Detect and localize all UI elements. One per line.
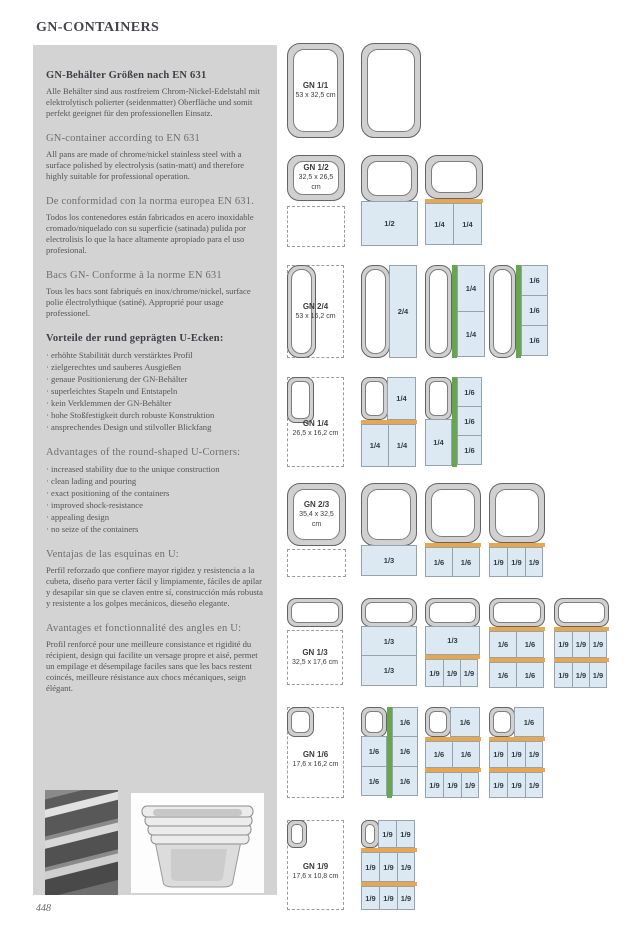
fraction-cell: 1/9 [378, 820, 397, 848]
diagram-row-gn-1-4 [287, 377, 627, 467]
dashed-outline-box [287, 707, 344, 798]
diagram-group [361, 598, 417, 686]
diagram-group [554, 662, 609, 688]
bullet-item: · kein Verklemmen der GN-Behälter [46, 397, 263, 409]
fraction-cell: 1/9 [425, 772, 444, 798]
gn-pan-shape [361, 43, 421, 138]
info-section [46, 270, 263, 319]
fraction-cell: 1/6 [425, 547, 453, 577]
pan-interior [365, 269, 386, 354]
pan-interior [293, 49, 338, 132]
fraction-cell: 1/9 [507, 772, 526, 798]
info-section [46, 133, 263, 182]
diagram-column [361, 43, 421, 138]
gn-pan-shape [425, 598, 480, 627]
pan-interior [291, 711, 310, 733]
gn-pan-shape [361, 155, 418, 202]
pan-interior [493, 269, 512, 354]
fraction-cell: 1/9 [489, 741, 508, 768]
fraction-cell: 1/9 [572, 662, 590, 688]
bullet-item: · genaue Positionierung der GN-Behälter [46, 373, 263, 385]
gn-pan-shape [489, 598, 545, 627]
gn-pan-shape [361, 377, 388, 420]
pan-interior [429, 269, 448, 354]
pan-interior [431, 161, 477, 193]
section-heading: Advantages of the round-shaped U-Corners: [46, 447, 241, 458]
gn-size-label [288, 302, 343, 322]
fraction-cell: 1/3 [425, 626, 480, 655]
fraction-cell: 1/3 [361, 626, 417, 656]
pan-interior [429, 711, 447, 733]
fraction-cell: 1/9 [507, 547, 526, 577]
fraction-cell: 1/6 [489, 662, 517, 688]
pan-interior [291, 602, 339, 623]
product-photo-nested-pans [131, 793, 264, 893]
bullet-item: · erhöhte Stabilität durch verstärktes Profil [46, 349, 263, 361]
diagram-group [425, 483, 481, 577]
section-body: Perfil reforzado que confiere mayor rigidez y resistencia a la cubeta, diseño para verter fácil y limpiamente, fáciles de apilar y desapilar sin que se claven entre sí, construcción más robusta y resistente a los golpes mecánicos, dieseño elegante. [46, 565, 263, 608]
diagram-column [425, 707, 481, 798]
pan-interior [367, 49, 415, 132]
fraction-cell: 1/6 [452, 741, 480, 768]
fraction-cell: 1/6 [514, 707, 544, 737]
diagram-group [489, 598, 545, 688]
fraction-cell: 1/9 [379, 886, 398, 910]
gn-size-label [295, 81, 335, 101]
section-body: Tous les bacs sont fabriqués en inox/chrome/nickel, surface polie électrolythique (satiné). Approprié pour usage professionel. [46, 286, 251, 318]
fraction-cell: 1/6 [392, 707, 418, 737]
diagram-column [425, 483, 481, 577]
bullet-item: · ansprechendes Design und stilvoller Blickfang [46, 421, 263, 433]
pan-interior [365, 602, 413, 623]
diagram-group [425, 772, 481, 798]
fraction-cell: 1/9 [396, 820, 415, 848]
fraction-cell: 1/4 [453, 203, 482, 245]
fraction-cell: 1/9 [589, 662, 607, 688]
diagram-group [489, 631, 545, 658]
fraction-cell: 1/9 [525, 741, 543, 768]
fraction-cell: 1/6 [392, 766, 418, 796]
fraction-cell: 1/9 [461, 772, 479, 798]
fraction-cell: 1/6 [450, 707, 480, 737]
diagram-group [489, 772, 545, 798]
diagram-column [361, 598, 417, 686]
gn-name: GN 1/3 [302, 647, 328, 657]
gn-pan-shape [361, 820, 379, 848]
pan-interior [293, 489, 340, 540]
section-body: Todos los contenedores están fabricados en acero inoxidable cromado/niquelado con su superficie (satinada) pulida por electrolisis lo que la hace altamente apropiado para el uso profesional. [46, 212, 254, 255]
diagram-column [287, 598, 343, 685]
bullet-item: · appealing design [46, 511, 263, 523]
gn-name: GN 1/4 [302, 419, 329, 429]
gn-pan-shape [287, 43, 344, 138]
fraction-cell: 1/6 [361, 736, 387, 767]
gn-name: GN 1/6 [302, 749, 329, 759]
diagram-column [361, 155, 418, 246]
info-section [46, 333, 263, 433]
fraction-cell: 1/9 [525, 772, 543, 798]
diagram-column [489, 707, 545, 798]
dashed-outline-box [287, 377, 344, 467]
info-section [46, 623, 263, 694]
diagram-group [361, 707, 387, 796]
diagram-group [361, 886, 417, 910]
gn-dimensions: 53 x 32,5 cm [295, 91, 336, 99]
diagram-column [361, 820, 417, 910]
gn-dimensions: 32,5 x 17,6 cm [292, 658, 338, 666]
fraction-cell: 1/9 [361, 886, 380, 910]
fraction-cell: 1/4 [425, 203, 454, 245]
diagram-row-gn-1-9 [287, 820, 627, 910]
diagram-group [361, 377, 417, 420]
fraction-cell: 1/6 [457, 435, 482, 465]
diagram-group [489, 547, 545, 577]
diagram-group [287, 483, 346, 577]
gn-name: GN 2/3 [303, 499, 330, 509]
pan-interior [367, 161, 412, 196]
bullet-item: · exact positioning of the containers [46, 487, 263, 499]
gn-name: GN 2/4 [302, 301, 329, 311]
gn-pan-shape [554, 598, 609, 627]
diagram-column [425, 265, 485, 358]
gn-pan-shape [489, 707, 515, 737]
fraction-cell: 1/3 [361, 655, 417, 686]
gn-pan-shape [287, 598, 343, 627]
section-body: Profil renforcé pour une meilleure consistance et rigidité du récipient, design qui facilite un versage propre et aisé, permet un empilage et désempilage faciles sans que les bacs restent coincés, meilleure résistance aux chocs mécaniques, seign élégant. [46, 639, 258, 693]
gn-pan-shape [425, 377, 452, 420]
section-body: All pans are made of chrome/nickel stainless steel with a surface polished by electrolysis (satin-matt) and therefore highly suitable for professional operation. [46, 149, 245, 181]
diagram-group [361, 424, 417, 467]
gn-pan-shape [287, 707, 314, 737]
pan-interior [495, 489, 539, 537]
fraction-cell: 1/4 [361, 424, 389, 467]
fraction-cell: 1/6 [452, 547, 480, 577]
fraction-cell: 2/4 [389, 265, 417, 358]
diagram-group [425, 741, 481, 768]
section-heading: Avantages et fonctionnalité des angles en U: [46, 623, 242, 634]
diagram-row-gn-1-2 [287, 155, 627, 247]
fraction-cell: 1/4 [387, 377, 416, 420]
diagram-group [425, 265, 485, 358]
pan-interior [429, 381, 448, 416]
fraction-cell: 1/9 [525, 547, 543, 577]
gn-pan-shape [361, 483, 417, 546]
gn-size-label [288, 862, 343, 882]
info-section [46, 549, 263, 609]
gn-pan-shape [425, 707, 451, 737]
diagram-group [457, 265, 485, 357]
diagram-column [425, 155, 483, 245]
pan-interior [291, 381, 310, 419]
diagram-row-gn-2-3 [287, 483, 627, 577]
section-heading: Ventajas de las esquinas en U: [46, 549, 179, 560]
pan-interior [365, 711, 383, 733]
pan-interior [493, 602, 541, 623]
size-diagrams [287, 0, 627, 926]
bullet-item: · clean lading and pouring [46, 475, 263, 487]
diagram-row-gn-1-6 [287, 707, 627, 798]
pan-interior [293, 161, 339, 195]
diagram-group [392, 707, 418, 796]
pan-interior [365, 824, 375, 844]
section-heading: De conformidad con la norma europea EN 631. [46, 196, 255, 207]
gn-pan-shape [425, 155, 483, 199]
info-section [46, 196, 263, 256]
gn-pan-shape [489, 265, 516, 358]
diagram-group [361, 707, 418, 798]
fraction-cell: 1/4 [457, 311, 485, 357]
diagram-group [425, 707, 481, 798]
fraction-cell: 1/9 [572, 631, 590, 658]
diagram-column [287, 155, 345, 247]
page-title: GN-CONTAINERS [36, 20, 160, 36]
fraction-cell: 1/9 [425, 659, 444, 687]
fraction-cell: 1/9 [489, 547, 508, 577]
gn-pan-shape [287, 377, 314, 423]
fraction-cell: 1/9 [589, 631, 607, 658]
fraction-cell: 1/9 [507, 741, 526, 768]
pan-interior [558, 602, 605, 623]
gn-pan-shape [361, 265, 390, 358]
fraction-cell: 1/9 [397, 886, 415, 910]
section-heading: GN-container according to EN 631 [46, 133, 200, 144]
nested-pans-image [131, 793, 264, 893]
gn-size-label [288, 750, 343, 770]
diagram-group [361, 483, 417, 576]
diagram-group [554, 631, 609, 658]
section-heading: GN-Behälter Größen nach EN 631 [46, 70, 207, 81]
pan-interior [493, 711, 511, 733]
diagram-column [287, 377, 344, 467]
fraction-cell: 1/6 [521, 295, 548, 326]
diagram-group [489, 265, 548, 358]
fraction-cell: 1/6 [489, 631, 517, 658]
info-sections [33, 45, 277, 694]
dashed-outline-box [287, 549, 346, 577]
gn-dimensions: 53 x 16,2 cm [295, 312, 336, 320]
gn-dimensions: 26,5 x 16,2 cm [292, 430, 339, 438]
diagram-group [425, 547, 481, 577]
diagram-group [361, 377, 417, 467]
diagram-group [489, 707, 545, 798]
bullet-item: · no seize of the containers [46, 523, 263, 535]
product-photo-stacked-pans [45, 790, 118, 895]
fraction-cell: 1/6 [516, 631, 544, 658]
diagram-group [425, 377, 482, 467]
fraction-cell: 1/6 [516, 662, 544, 688]
gn-dimensions: 17,6 x 16,2 cm [292, 760, 339, 768]
fraction-cell: 1/6 [521, 325, 548, 356]
fraction-cell: 1/9 [361, 852, 380, 882]
bullet-item: · zielgerechtes und sauberes Ausgießen [46, 361, 263, 373]
diagram-group [425, 707, 481, 737]
bullet-item: · improved shock-resistance [46, 499, 263, 511]
fraction-cell: 1/9 [489, 772, 508, 798]
diagram-column [554, 598, 609, 688]
fraction-cell: 1/6 [425, 741, 453, 768]
diagram-group [521, 265, 548, 356]
diagram-group [361, 155, 418, 246]
gn-pan-shape [287, 820, 307, 848]
section-body: Alle Behälter sind aus rostfreiem Chrom-Nickel-Edelstahl mit elektrolytisch polierter (seidenmatter) Oberfläche und somit perfekt geeignet für den professionellen Einsatz. [46, 86, 260, 118]
bullet-item: · increased stability due to the unique construction [46, 463, 263, 475]
diagram-column [489, 483, 545, 577]
gn-size-label [288, 648, 342, 668]
bullet-item: · hohe Stoßfestigkeit durch robuste Konstruktion [46, 409, 263, 421]
fraction-cell: 1/9 [443, 659, 461, 687]
diagram-column [425, 377, 482, 467]
stacked-pans-image [45, 790, 118, 895]
dashed-outline-box [287, 630, 343, 685]
diagram-row-gn-1-1 [287, 43, 627, 138]
gn-pan-shape [287, 483, 346, 546]
section-heading: Vorteile der rund geprägten U-Ecken: [46, 333, 224, 344]
gn-size-label [294, 163, 338, 193]
gn-pan-shape [361, 598, 417, 627]
info-section [46, 447, 263, 535]
diagram-group [361, 265, 417, 358]
dashed-outline-box [287, 206, 345, 247]
section-bullet-list [46, 349, 263, 433]
fraction-cell: 1/9 [554, 662, 573, 688]
dashed-outline-box [287, 265, 344, 358]
diagram-row-gn-2-4 [287, 265, 627, 358]
fraction-cell: 1/6 [521, 265, 548, 296]
fraction-cell: 1/3 [361, 545, 417, 576]
diagram-column [361, 377, 417, 467]
diagram-column [489, 598, 545, 688]
diagram-column [489, 265, 548, 358]
gn-pan-shape [425, 483, 481, 543]
diagram-group [425, 155, 483, 245]
diagram-group [457, 377, 482, 465]
fraction-cell: 1/6 [392, 736, 418, 767]
diagram-column [287, 43, 344, 138]
diagram-column [361, 707, 418, 798]
gn-name: GN 1/1 [302, 80, 329, 90]
diagram-group [425, 203, 483, 245]
fraction-cell: 1/6 [457, 406, 482, 436]
fraction-cell: 1/6 [361, 766, 387, 796]
diagram-column [287, 265, 344, 358]
fraction-cell: 1/9 [554, 631, 573, 658]
dashed-outline-box [287, 820, 344, 910]
diagram-group [425, 377, 452, 466]
diagram-group [489, 741, 545, 768]
gn-pan-shape [425, 265, 452, 358]
fraction-cell: 1/9 [443, 772, 462, 798]
pan-interior [431, 489, 475, 537]
info-panel [33, 45, 277, 895]
diagram-group [361, 820, 417, 848]
diagram-group [489, 483, 545, 577]
diagram-group [489, 707, 545, 737]
gn-name: GN 1/9 [302, 862, 329, 872]
fraction-cell: 1/2 [361, 201, 418, 246]
diagram-column [361, 483, 417, 576]
fraction-cell: 1/4 [388, 424, 416, 467]
pan-interior [365, 381, 384, 416]
diagram-group [287, 598, 343, 685]
fraction-cell: 1/9 [397, 852, 415, 882]
diagram-column [425, 598, 480, 687]
gn-pan-shape [287, 155, 345, 201]
gn-pan-shape [489, 483, 545, 543]
gn-dimensions: 35,4 x 32,5 cm [299, 510, 334, 528]
diagram-group [489, 662, 545, 688]
diagram-group [554, 598, 609, 688]
pan-interior [429, 602, 476, 623]
pan-interior [291, 824, 303, 844]
gn-name: GN 1/2 [303, 163, 329, 172]
gn-pan-shape [361, 707, 387, 737]
diagram-column [287, 483, 346, 577]
diagram-row-gn-1-3 [287, 598, 627, 688]
fraction-cell: 1/9 [379, 852, 398, 882]
diagram-group [361, 852, 417, 882]
fraction-cell: 1/9 [460, 659, 478, 687]
diagram-group [287, 155, 345, 247]
diagram-column [361, 265, 417, 358]
diagram-group [361, 820, 417, 910]
diagram-group [425, 659, 480, 687]
gn-dimensions: 17,6 x 10,8 cm [292, 873, 339, 881]
info-section [46, 70, 263, 119]
diagram-column [287, 707, 344, 798]
gn-dimensions: 32,5 x 26,5 cm [298, 174, 334, 191]
fraction-cell: 1/6 [457, 377, 482, 407]
bullet-item: · superleichtes Stapeln und Entstapeln [46, 385, 263, 397]
section-bullet-list [46, 463, 263, 535]
pan-interior [367, 489, 411, 540]
page-number: 448 [36, 903, 51, 914]
gn-size-label [294, 500, 339, 530]
fraction-cell: 1/4 [425, 419, 452, 466]
gn-size-label [288, 419, 343, 439]
diagram-group [425, 598, 480, 687]
fraction-cell: 1/4 [457, 265, 485, 312]
section-heading: Bacs GN- Conforme à la norme EN 631 [46, 270, 222, 281]
diagram-column [287, 820, 344, 910]
